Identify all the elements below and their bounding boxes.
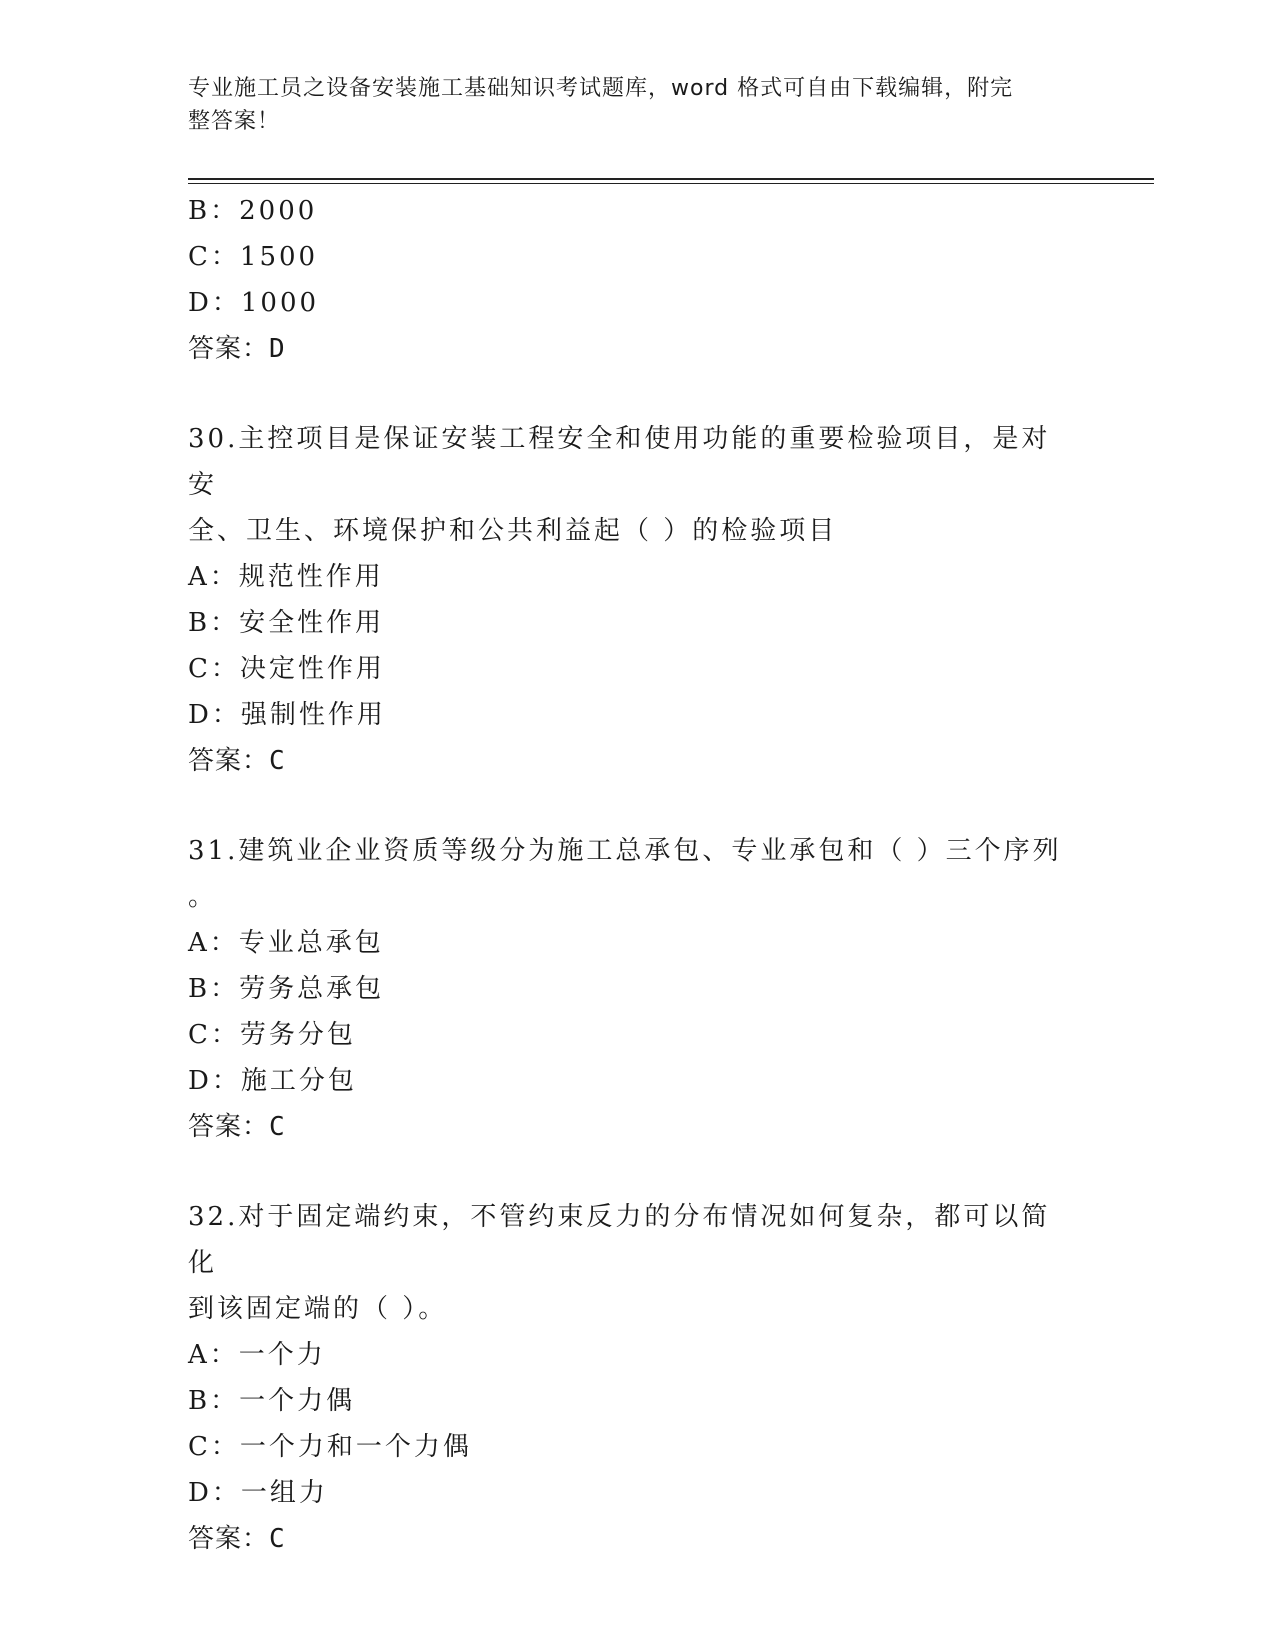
question-stem-line-2: 。 — [188, 882, 218, 912]
option-key: B： — [188, 1386, 240, 1416]
option-c — [188, 1012, 1088, 1058]
answer-label: 答案： — [188, 746, 270, 776]
answer-value: C — [269, 746, 286, 776]
question-text: 主控项目是保证安装工程安全和使用功能的重要检验项目，是对安 — [188, 424, 1051, 500]
question-text: 建筑业企业资质等级分为施工总承包、专业承包和（ ）三个序列 — [238, 836, 1062, 866]
option-text: 安全性作用 — [239, 608, 385, 638]
option-text: 强制性作用 — [240, 700, 386, 730]
option-text: 专业总承包 — [238, 928, 384, 958]
option-key: A： — [188, 562, 239, 592]
option-d — [188, 280, 1088, 326]
question-31 — [188, 828, 1088, 1150]
option-key: C： — [188, 1432, 240, 1462]
header-title-line-2: 整答案！ — [188, 109, 281, 134]
option-text: 一组力 — [240, 1478, 328, 1508]
question-number: 30. — [188, 424, 239, 454]
document-header — [188, 72, 1068, 138]
option-c — [188, 1424, 1088, 1470]
question-number: 32. — [188, 1202, 239, 1232]
option-key: D： — [188, 1066, 241, 1096]
option-c — [188, 234, 1088, 280]
option-key: D： — [188, 1478, 241, 1508]
option-key: C： — [188, 242, 240, 272]
option-key: C： — [188, 1020, 240, 1050]
answer-label: 答案： — [188, 1524, 270, 1554]
answer-value: C — [269, 1112, 286, 1142]
question-stem-line-2: 全、卫生、环境保护和公共利益起（ ）的检验项目 — [188, 516, 838, 546]
answer-label: 答案： — [188, 1112, 270, 1142]
option-a — [188, 1332, 1088, 1378]
option-d — [188, 1470, 1088, 1516]
option-key: A： — [188, 928, 239, 958]
question-number: 31. — [188, 836, 239, 866]
option-b — [188, 600, 1088, 646]
option-key: C： — [188, 654, 240, 684]
option-b — [188, 188, 1088, 234]
answer-line — [188, 1516, 1088, 1562]
answer-value: D — [269, 334, 286, 364]
option-a — [188, 920, 1088, 966]
option-key: B： — [188, 196, 240, 226]
option-key: B： — [188, 608, 240, 638]
option-text: 劳务总承包 — [239, 974, 385, 1004]
question-text: 对于固定端约束，不管约束反力的分布情况如何复杂，都可以简化 — [188, 1202, 1051, 1278]
option-text: 一个力和一个力偶 — [239, 1432, 472, 1462]
option-text: 1000 — [240, 288, 320, 318]
option-a — [188, 554, 1088, 600]
option-text: 劳务分包 — [239, 1020, 356, 1050]
option-text: 一个力偶 — [239, 1386, 356, 1416]
answer-label: 答案： — [188, 334, 270, 364]
option-b — [188, 1378, 1088, 1424]
option-text: 1500 — [239, 242, 319, 272]
answer-line — [188, 326, 1088, 372]
option-key: B： — [188, 974, 240, 1004]
answer-line — [188, 738, 1088, 784]
question-stem-line-1 — [188, 416, 1068, 508]
option-text: 施工分包 — [240, 1066, 357, 1096]
option-text: 规范性作用 — [238, 562, 384, 592]
option-b — [188, 966, 1088, 1012]
answer-value: C — [269, 1524, 286, 1554]
option-d — [188, 692, 1088, 738]
header-title-line-1: 专业施工员之设备安装施工基础知识考试题库，word 格式可自由下载编辑，附完 — [188, 76, 1014, 101]
answer-line — [188, 1104, 1088, 1150]
option-key: D： — [188, 700, 241, 730]
option-c — [188, 646, 1088, 692]
question-stem-line-1 — [188, 828, 1068, 874]
option-key: A： — [188, 1340, 239, 1370]
question-stem-line-2: 到该固定端的（ ）。 — [188, 1294, 448, 1324]
option-key: D： — [188, 288, 241, 318]
option-text: 一个力 — [238, 1340, 326, 1370]
question-stem-line-1 — [188, 1194, 1068, 1286]
question-30 — [188, 416, 1088, 784]
option-text: 2000 — [239, 196, 318, 226]
carryover-block — [188, 188, 1088, 372]
header-divider-thick — [188, 178, 1154, 180]
question-32 — [188, 1194, 1088, 1562]
header-divider-thin — [188, 183, 1154, 184]
option-d — [188, 1058, 1088, 1104]
option-text: 决定性作用 — [239, 654, 385, 684]
question-content — [188, 188, 1088, 1562]
